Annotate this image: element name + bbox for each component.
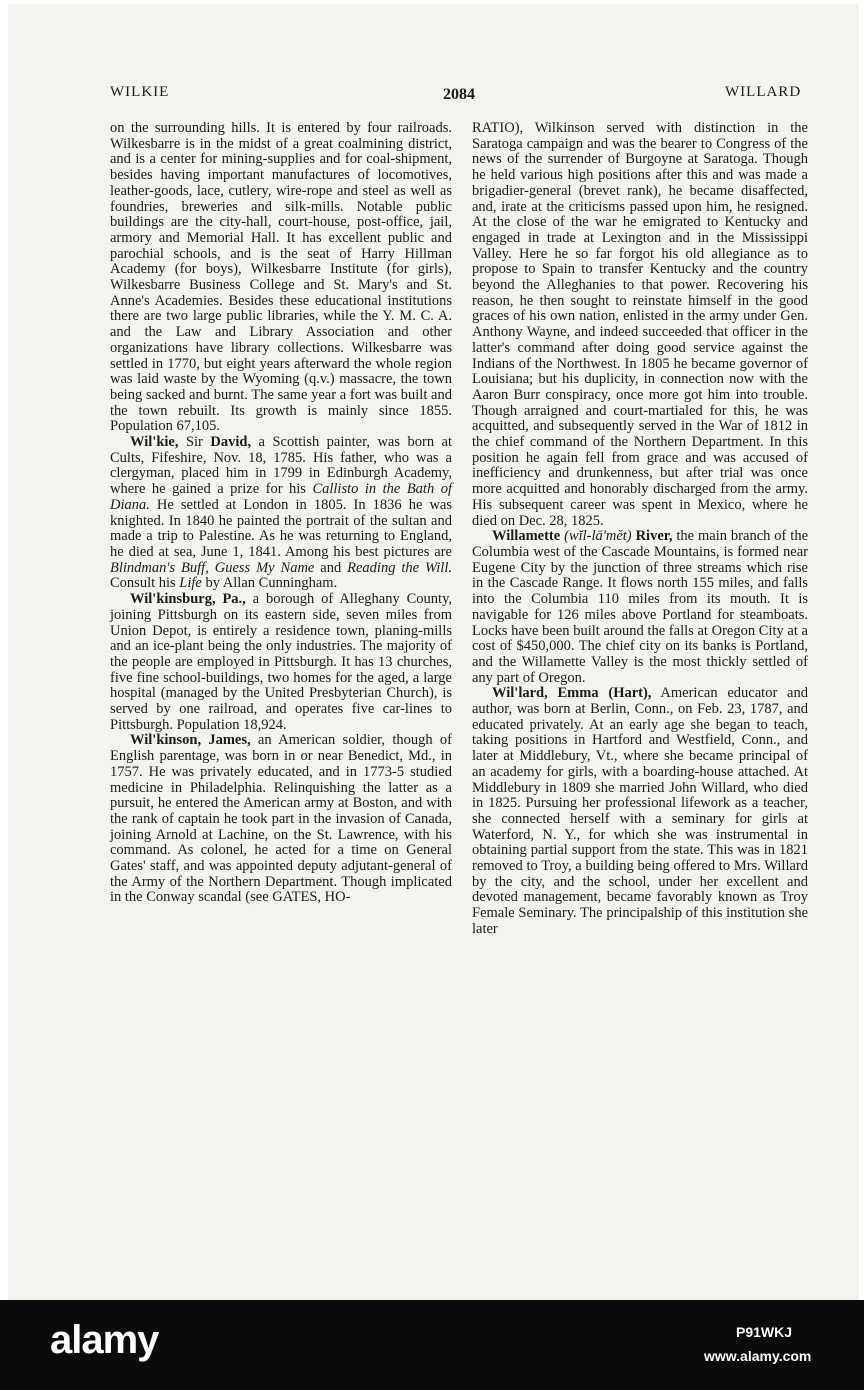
entry-wilkinsburg: Wil'kinsburg, Pa., a borough of Alleghany County, joining Pittsburgh on its eastern side, seven miles from Union Depot, is entirely a residence town, planing-mills and an ice-plant being the only industries. The majority of the people are employed in Pittsburgh. It has 13 churches, five fine school-buildings, two homes for the aged, a large hospital (managed by the United Presbyterian Church), is served by one railroad, and operates five car-lines to Pittsburgh. Population 18,924.	[110, 591, 452, 733]
running-head-right: WILLARD	[725, 84, 802, 100]
watermark-url: www.alamy.com	[704, 1348, 812, 1364]
entry-headword: Wil'kinsburg, Pa.,	[130, 591, 246, 608]
wilkinson-continuation: RATIO), Wilkinson served with distinction in the Saratoga campaign and was the bearer to Congress of the news of the surrender of Burgoyne at Saratoga. Though he held various high positions after this and was made a brigadier-general (brevet rank), he became disaffected, and, irate at the criticisms passed upon him, he resigned. At the close of the war he emigrated to Kentucky and engaged in trade at Lexington and in the Mississippi Valley. Here he so far forgot his old allegiance as to propose to Spain to transfer Kentucky and the country beyond the Alleghanies to that power. Recovering his reason, he then sought to reinstate himself in the good graces of his own nation, enlisted in the army under Gen. Anthony Wayne, and indeed succeeded that officer in the latter's command after doing good service against the Indians of the Northwest. In 1805 he became governor of Louisiana; but his duplicity, in connection now with the Aaron Burr conspiracy, once more got him into trouble. Though arraigned and court-martialed for this, he was acquitted, and subsequently served in the War of 1812 in the chief command of the Northern Department. In this position he again fell from grace and was accused of inefficiency and drunkenness, but after trial was once more acquitted and honorably discharged from the army. His subsequent career was spent in Mexico, where he died on Dec. 28, 1825.	[472, 120, 808, 529]
cross-reference: GATES, HO-	[272, 889, 351, 906]
wilkesbarre-continuation: on the surrounding hills. It is entered by four railroads. Wilkesbarre is in the midst of a great coalmining district, and is a center for mining-supplies and for coal-shipment, besides having important manufactures of locomotives, leather-goods, lace, cutlery, wire-rope and steel as well as foundries, breweries and silk-mills. Notable public buildings are the city-hall, court-house, post-office, jail, armory and Memorial Hall. It has excellent public and parochial schools, and is the seat of Harry Hillman Academy (for boys), Wilkesbarre Institute (for girls), Wilkesbarre Business College and St. Mary's and St. Anne's Academies. Besides these educational institutions there are two large public libraries, while the Y. M. C. A. and the Law and Library Association and other organizations have library collections. Wilkesbarre was settled in 1770, but eight years afterward the whole region was laid waste by the Wyoming (q.v.) massacre, the town being sacked and burnt. The same year a fort was built and the town rebuilt. Its growth is mainly since 1855. Population 67,105.	[110, 120, 452, 435]
entry-wilkinson: Wil'kinson, James, an American soldier, though of English parentage, was born in or near Benedict, Md., in 1757. He was privately educated, and in 1773-5 studied medicine in Philadelphia. Relinquishing the latter as a pursuit, he entered the American army at Boston, and with the rank of captain he took part in the invasion of Canada, joining Arnold at Lachine, on the St. Lawrence, with his command. As colonel, he acted for a time on General Gates' staff, and was appointed deputy adjutant-general of the Army of the Northern Department. Though implicated in the Conway scandal (see GATES, HO-	[110, 732, 452, 906]
alamy-logo: alamy	[50, 1318, 159, 1362]
running-head-left: WILKIE	[110, 84, 170, 100]
right-column	[472, 121, 808, 938]
pronunciation: (wĭl-lā'mĕt)	[564, 528, 632, 545]
entry-willamette: Willamette (wĭl-lā'mĕt) River, the main branch of the Columbia west of the Cascade Mountains, is formed near Eugene City by the junction of three streams which rise in the Cascade Range. It flows north 155 miles, and falls into the Columbia 110 miles from its mouth. It is navigable for 126 miles above Portland for steamboats. Locks have been built around the falls at Oregon City at a cost of $450,000. The chief city on its banks is Portland, and the Willamette Valley is the most thickly settled of any part of Oregon.	[472, 528, 809, 686]
left-column	[110, 121, 452, 906]
entry-headword: Wil'kie,	[130, 434, 179, 451]
entry-headword: Willamette	[492, 528, 561, 545]
entry-headword: Wil'kinson, James,	[130, 732, 251, 749]
image-code: P91WKJ	[736, 1324, 793, 1340]
entry-headword: Wil'lard, Emma (Hart),	[492, 685, 652, 702]
cross-reference: RATIO	[472, 120, 515, 136]
entry-wilkie: Wil'kie, Sir David, a Scottish painter, was born at Cults, Fifeshire, Nov. 18, 1785. His father, who was a clergyman, placed him in 1799 in Edinburgh Academy, where he gained a prize for his Callisto in the Bath of Diana. He settled at London in 1805. In 1836 he was knighted. In 1840 he painted the portrait of the sultan and made a trip to Palestine. As he was returning to England, he died at sea, June 1, 1841. Among his best pictures are Blindman's Buff, Guess My Name and Reading the Will. Consult his Life by Allan Cunningham.	[110, 434, 453, 592]
entry-willard: Wil'lard, Emma (Hart), American educator and author, was born at Berlin, Conn., on Feb. 23, 1787, and educated privately. At an early age she began to teach, taking positions in Hartford and Westfield, Conn., and later at Middlebury, Vt., where she became principal of an academy for girls, with a boarding-house attached. At Middlebury in 1809 she married John Willard, who died in 1825. Pursuing her professional lifework as a teacher, she connected herself with a seminary for girls at Waterford, N. Y., for which she was instrumental in obtaining partial support from the state. This was in 1821 removed to Troy, a building being offered to Mrs. Willard by the city, and the school, under her excellent and devoted management, became favorably known as Troy Female Seminary. The principalship of this institution she later	[472, 685, 808, 937]
page-number: 2084	[443, 86, 475, 103]
entry-headword-name: David,	[210, 434, 252, 451]
